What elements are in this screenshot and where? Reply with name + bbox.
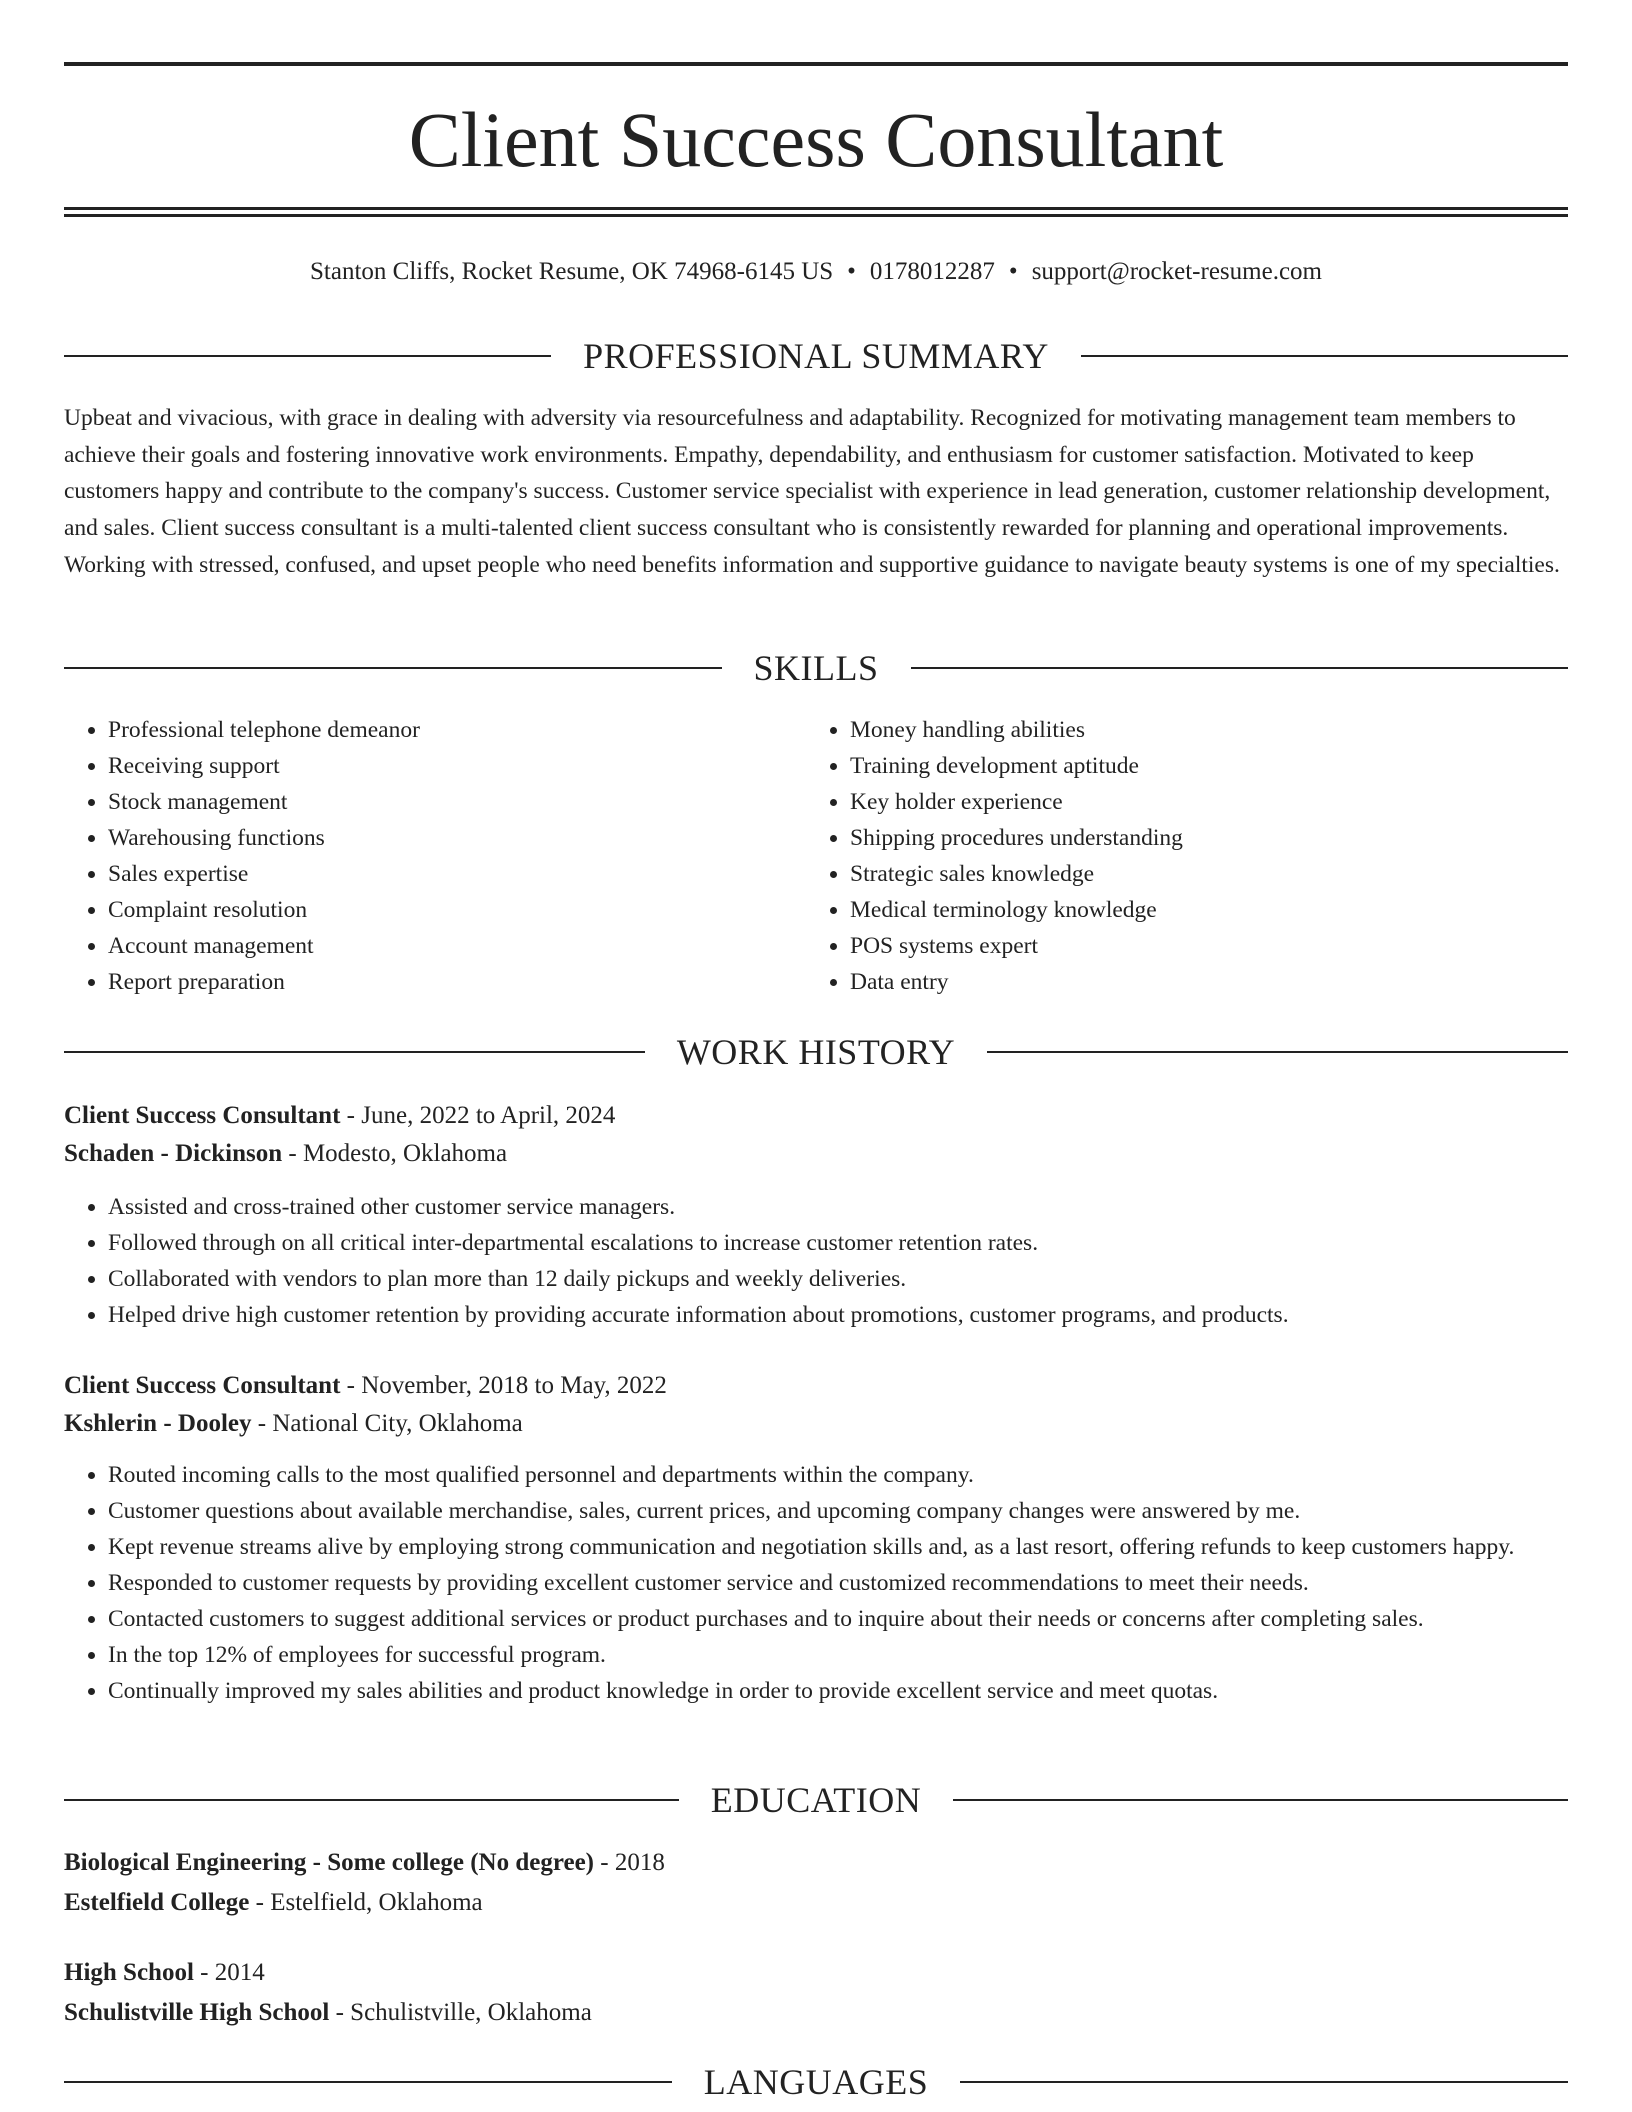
education-school: Estelfield College <box>64 1889 250 1916</box>
heading-rule-right <box>1081 355 1568 357</box>
education-heading <box>64 1778 1568 1822</box>
job-bullet: • Kept revenue streams alive by employing strong communication and negotiation skills and, as a last resort, offering refunds to keep customers happy. <box>108 1529 1568 1565</box>
skill-item: • Receiving support <box>108 748 784 784</box>
job-location: - National City, Oklahoma <box>251 1410 523 1437</box>
skills-title: SKILLS <box>753 648 879 688</box>
job-bullet: • Followed through on all critical inter-departmental escalations to increase customer retention rates. <box>108 1225 1568 1261</box>
contact-separator: • <box>1008 258 1018 285</box>
skill-item: • Report preparation <box>108 964 784 1000</box>
contact-separator: • <box>847 258 856 285</box>
summary-text: Upbeat and vivacious, with grace in dealing with adversity via resourcefulness and adaptability. Recognized for motivating management team members to achieve their goals and fostering innovative work environments. Empathy, dependability, and enthusiasm for customer satisfaction. Motivated to keep customers happy and contribute to the company's success. Customer service specialist with experience in lead generation, customer relationship development, and sales. Client success consultant is a multi-talented client success consultant who is consistently rewarded for planning and operational improvements. Working with stressed, confused, and upset people who need benefits information and supportive guidance to navigate beauty systems is one of my specialties. <box>64 405 1560 578</box>
contact-email: support@rocket-resume.com <box>1031 258 1322 285</box>
heading-rule-right <box>987 1051 1568 1053</box>
job-title-line <box>64 1367 1568 1405</box>
heading-rule-right <box>960 2081 1568 2083</box>
skill-item: • Strategic sales knowledge <box>850 856 1526 892</box>
job-bullet: • Collaborated with vendors to plan more than 12 daily pickups and weekly deliveries. <box>108 1261 1568 1297</box>
languages-title: LANGUAGES <box>703 2062 929 2102</box>
heading-rule-left <box>64 1799 679 1801</box>
job-dates: - June, 2022 to April, 2024 <box>340 1102 616 1129</box>
top-rule <box>64 62 1568 66</box>
skills-left-list <box>64 712 784 1000</box>
education-location: - Estelfield, Oklahoma <box>249 1889 483 1916</box>
job-company-line <box>64 1135 1568 1173</box>
heading-rule-right <box>953 1799 1568 1801</box>
education-year: - 2014 <box>193 1959 265 1986</box>
job-bullet: • Routed incoming calls to the most qualified personnel and departments within the company. <box>108 1457 1568 1493</box>
skill-item: • Complaint resolution <box>108 892 784 928</box>
heading-rule-left <box>64 2081 672 2083</box>
skill-item: • Account management <box>108 928 784 964</box>
skill-item: • Key holder experience <box>850 784 1526 820</box>
job-bullet: • Responded to customer requests by providing excellent customer service and customized recommendations to meet their needs. <box>108 1565 1568 1601</box>
skill-item: • Warehousing functions <box>108 820 784 856</box>
job-company: Kshlerin - Dooley <box>64 1410 252 1437</box>
resume-name: Client Success Consultant <box>408 96 1224 183</box>
job-title: Client Success Consultant <box>64 1372 341 1399</box>
education-title: EDUCATION <box>710 1780 922 1820</box>
skill-item: • Data entry <box>850 964 1526 1000</box>
skills-right-column <box>806 712 1526 1000</box>
job-bullet: • Helped drive high customer retention by providing accurate information about promotions, customer programs, and products. <box>108 1297 1568 1333</box>
heading-rule-left <box>64 667 722 669</box>
job-bullet: • Customer questions about available merchandise, sales, current prices, and upcoming company changes were answered by me. <box>108 1493 1568 1529</box>
education-year: - 2018 <box>594 1849 665 1876</box>
skills-left-column <box>64 712 784 1000</box>
summary-heading <box>64 334 1568 378</box>
job-dates: - November, 2018 to May, 2022 <box>340 1372 667 1399</box>
job-title-line <box>64 1097 1568 1135</box>
job-location: - Modesto, Oklahoma <box>282 1140 508 1167</box>
job-entry <box>64 1097 1568 1333</box>
job-bullet: • Continually improved my sales abilities and product knowledge in order to provide excellent service and meet quotas. <box>108 1673 1568 1709</box>
heading-rule-left <box>64 355 551 357</box>
education-school-line <box>64 1883 1568 1923</box>
contact-address: Stanton Cliffs, Rocket Resume, OK 74968-6145 US <box>310 258 834 285</box>
job-bullets <box>64 1189 1568 1333</box>
job-entry <box>64 1367 1568 1709</box>
education-entry <box>64 1843 1568 1923</box>
education-school: Schulistville High School <box>64 1999 330 2026</box>
skill-item: • Sales expertise <box>108 856 784 892</box>
education-degree-line <box>64 1843 1568 1883</box>
skill-item: • Money handling abilities <box>850 712 1526 748</box>
contact-phone: 0178012287 <box>869 258 995 285</box>
job-company-line <box>64 1405 1568 1443</box>
education-school-line <box>64 1993 1568 2033</box>
work-title: WORK HISTORY <box>676 1032 956 1072</box>
heading-rule-right <box>911 667 1569 669</box>
summary-title: PROFESSIONAL SUMMARY <box>583 336 1049 376</box>
skills-heading <box>64 646 1568 690</box>
education-location: - Schulistville, Oklahoma <box>329 1999 592 2026</box>
job-title: Client Success Consultant <box>64 1102 341 1129</box>
skill-item: • Stock management <box>108 784 784 820</box>
job-bullet: • Assisted and cross-trained other customer service managers. <box>108 1189 1568 1225</box>
education-entry <box>64 1953 1568 2033</box>
header-double-rule <box>64 207 1568 217</box>
work-heading <box>64 1030 1568 1074</box>
skill-item: • Training development aptitude <box>850 748 1526 784</box>
job-company: Schaden - Dickinson <box>64 1140 283 1167</box>
skill-item: • Shipping procedures understanding <box>850 820 1526 856</box>
job-bullet: • In the top 12% of employees for successful program. <box>108 1637 1568 1673</box>
contact-line <box>64 254 1568 290</box>
heading-rule-left <box>64 1051 645 1053</box>
education-degree: High School <box>64 1959 194 1986</box>
job-bullet: • Contacted customers to suggest additional services or product purchases and to inquire about their needs or concerns after completing sales. <box>108 1601 1568 1637</box>
job-bullets <box>64 1457 1568 1709</box>
education-degree: Biological Engineering - Some college (No degree) <box>64 1849 594 1876</box>
skill-item: • POS systems expert <box>850 928 1526 964</box>
skills-right-list <box>806 712 1526 1000</box>
skill-item: • Professional telephone demeanor <box>108 712 784 748</box>
languages-heading <box>64 2060 1568 2104</box>
education-degree-line <box>64 1953 1568 1993</box>
skill-item: • Medical terminology knowledge <box>850 892 1526 928</box>
